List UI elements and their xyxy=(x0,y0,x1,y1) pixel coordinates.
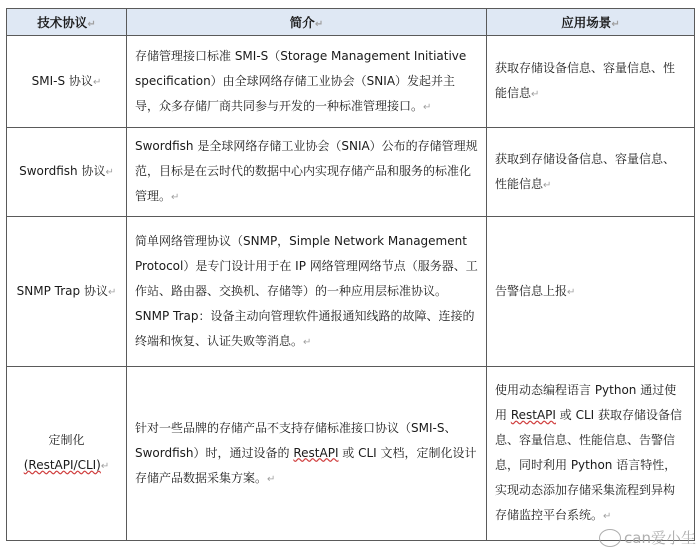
table-row xyxy=(7,217,695,367)
paragraph-mark: ↵ xyxy=(87,19,96,30)
restapi-term: RestAPI xyxy=(510,408,556,422)
protocol-cell: SMI-S 协议↵ xyxy=(7,36,127,128)
weibo-logo-icon xyxy=(599,529,621,547)
table-row xyxy=(7,367,695,541)
header-intro: 简介↵ xyxy=(127,9,487,36)
scenario-cell: 告警信息上报↵ xyxy=(487,217,695,367)
intro-cell: Swordfish 是全球网络存储工业协会（SNIA）公布的存储管理规范，目标是在云时代的数据中心内实现存储产品和服务的标准化管理。↵ xyxy=(127,128,487,217)
watermark xyxy=(599,527,696,548)
intro-cell: 存储管理接口标准 SMI-S（Storage Management Initiative specification）由全球网络存储工业协会（SNIA）发起并主导，众多存储厂商共同参与开发的一种标准管理接口。↵ xyxy=(127,36,487,128)
header-protocol: 技术协议↵ xyxy=(7,9,127,36)
scenario-cell: 获取到存储设备信息、容量信息、性能信息↵ xyxy=(487,128,695,217)
protocol-cell: Swordfish 协议↵ xyxy=(7,128,127,217)
paragraph-mark: ↵ xyxy=(314,19,324,30)
scenario-cell: 获取存储设备信息、容量信息、性能信息↵ xyxy=(487,36,695,128)
table-row xyxy=(7,36,695,128)
paragraph-mark: ↵ xyxy=(611,19,620,30)
scenario-cell: 使用动态编程语言 Python 通过使用 RestAPI 或 CLI 获取存储设备信息、容量信息、性能信息、告警信息，同时利用 Python 语言特性，实现动态添加存储采集流程到异构存储监控平台系统。↵ xyxy=(487,367,695,541)
protocol-cell: 定制化 (RestAPI/CLI)↵ xyxy=(7,367,127,541)
watermark-text: can爱小生 xyxy=(624,529,696,547)
table-row xyxy=(7,128,695,217)
protocol-line1: 定制化 xyxy=(48,433,85,447)
protocol-table xyxy=(6,8,695,541)
intro-cell: 针对一些品牌的存储产品不支持存储标准接口协议（SMI-S、Swordfish）时，通过设备的 RestAPI 或 CLI 文档，定制化设计存储产品数据采集方案。↵ xyxy=(127,367,487,541)
intro-cell: 简单网络管理协议（SNMP，Simple Network Management Protocol）是专门设计用于在 IP 网络管理网络节点（服务器、工作站、路由器、交换机、存储等）的一种应用层标准协议。SNMP Trap：设备主动向管理软件通报通知线路的故障、连接的终端和恢复、认证失败等消息。↵ xyxy=(127,217,487,367)
protocol-line2: (RestAPI/CLI) xyxy=(23,458,101,472)
restapi-term: RestAPI xyxy=(293,445,339,460)
header-scenario: 应用场景↵ xyxy=(487,9,695,36)
table-header-row xyxy=(7,9,695,36)
protocol-cell: SNMP Trap 协议↵ xyxy=(7,217,127,367)
